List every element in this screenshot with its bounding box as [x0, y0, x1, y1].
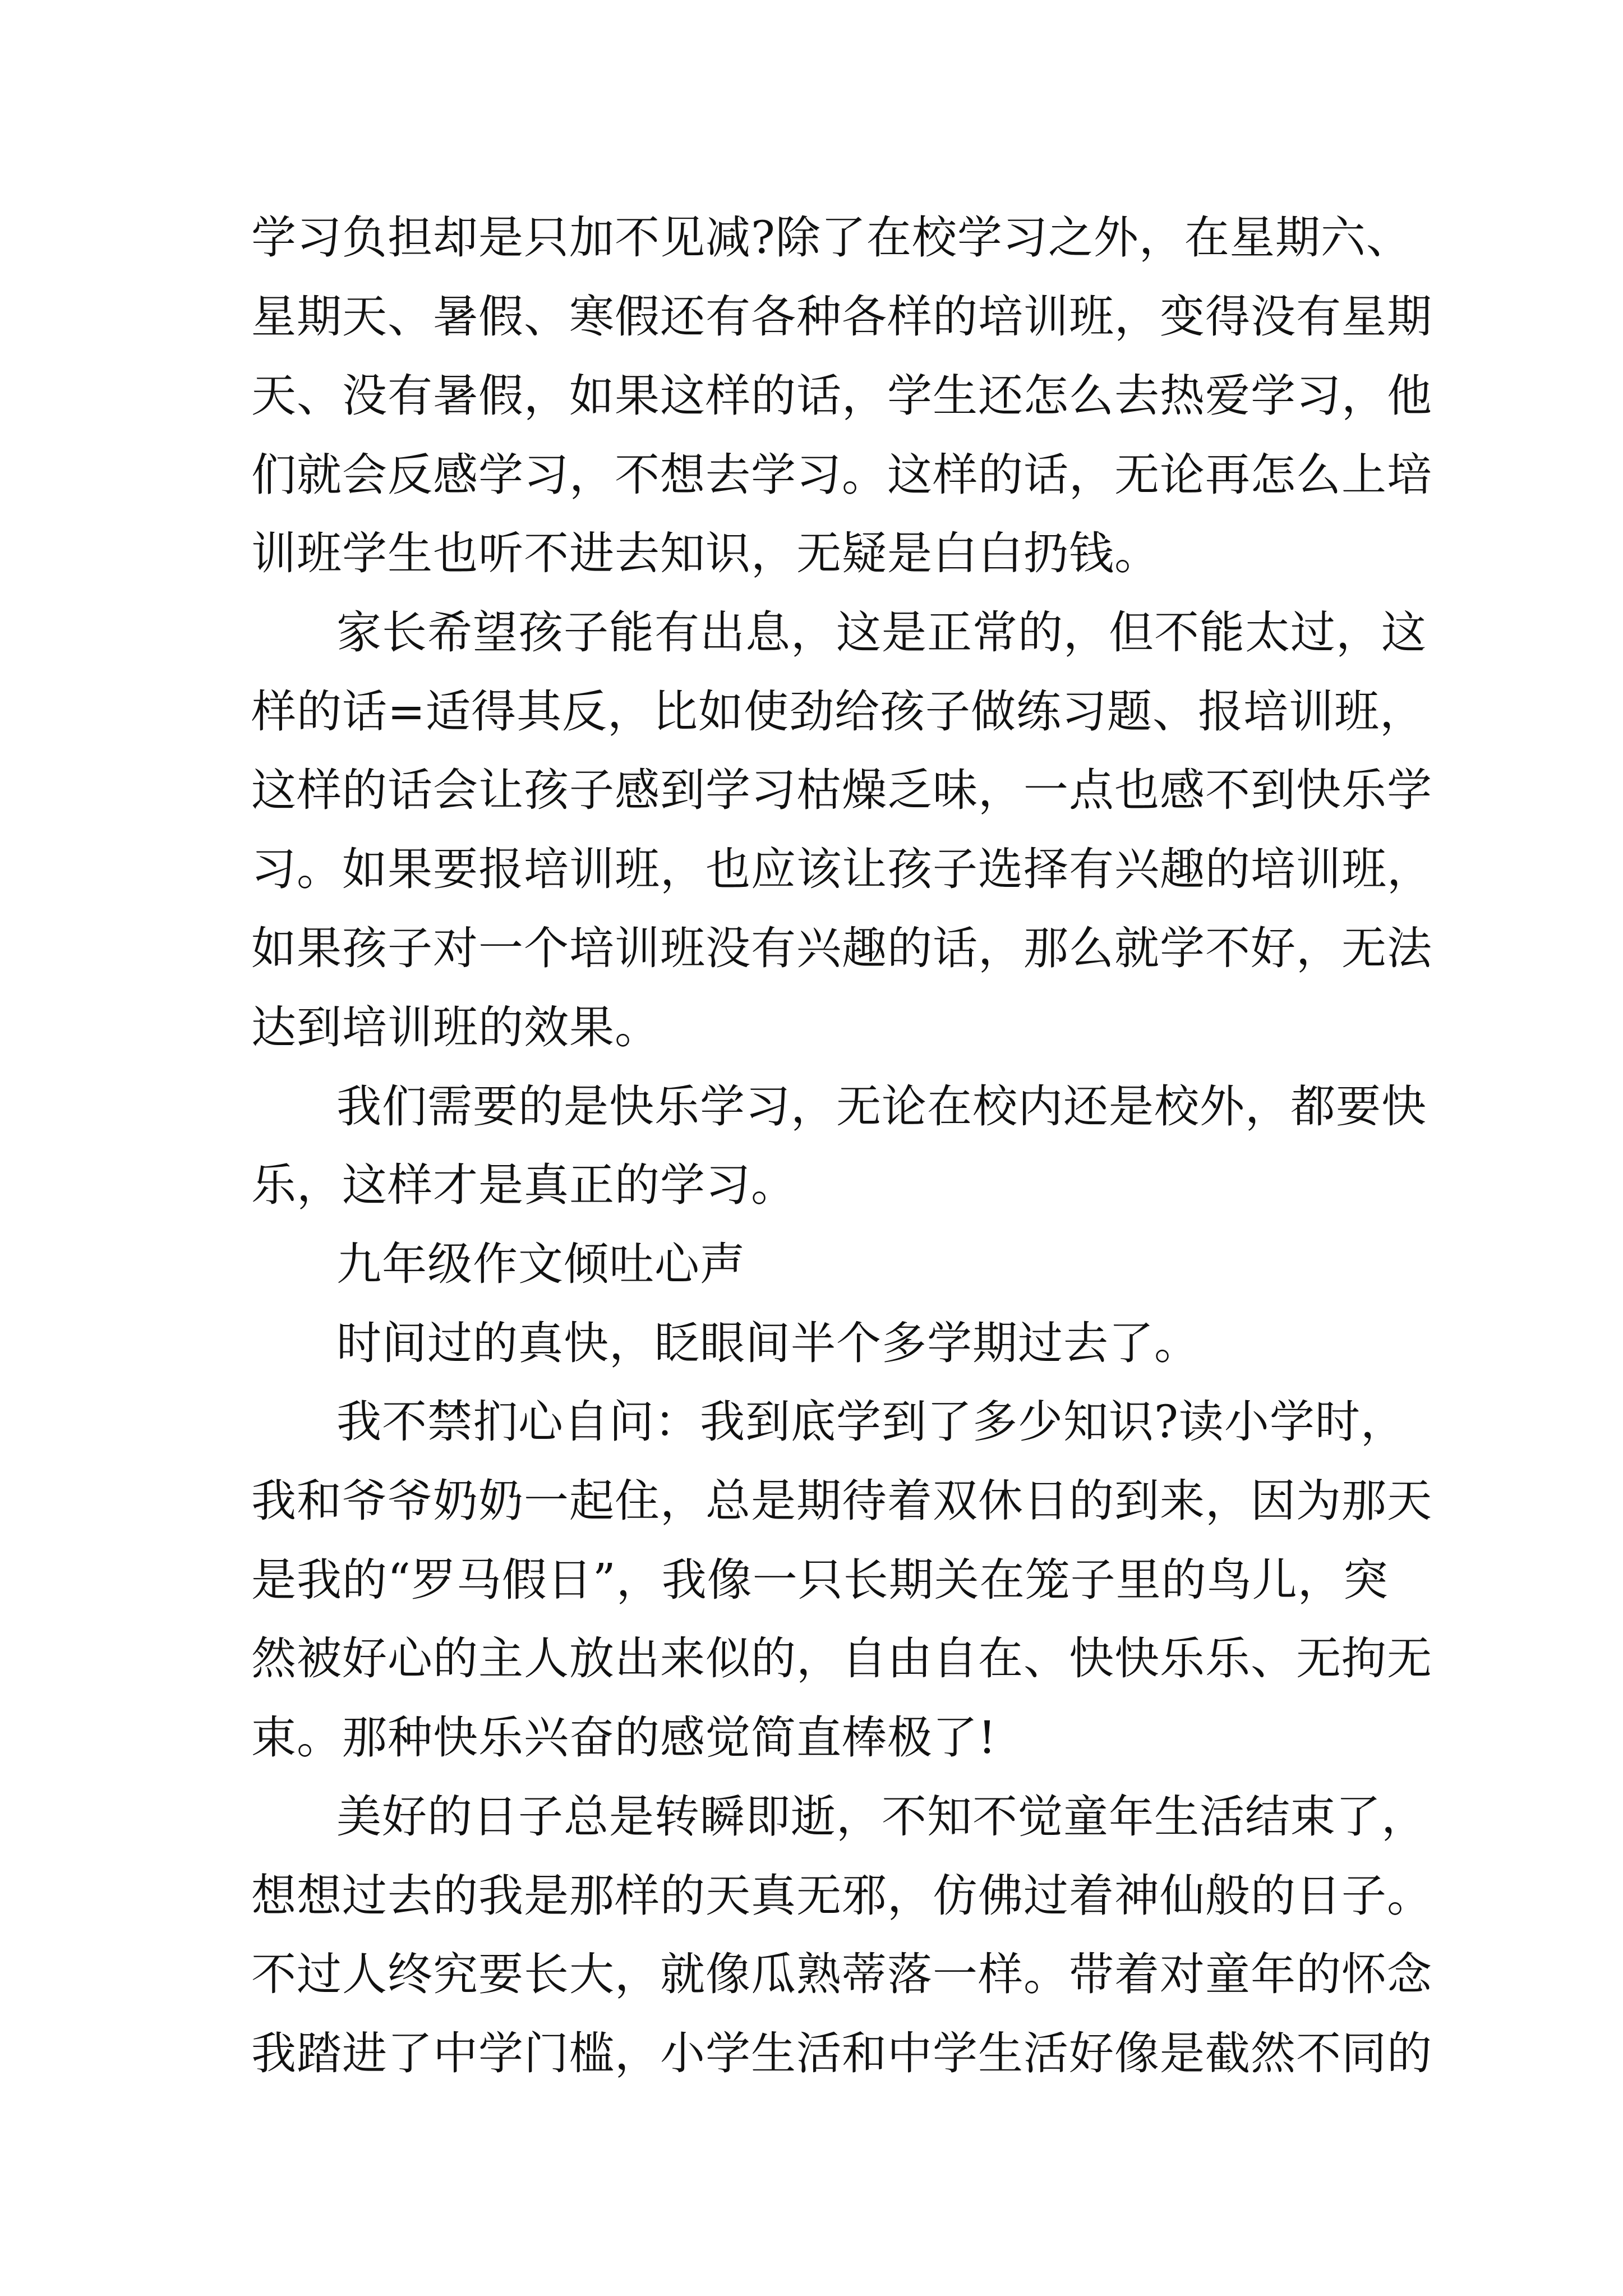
text-line: 我踏进了中学门槛，小学生活和中学生活好像是截然不同的: [251, 2027, 1432, 2079]
text-line: 不过人终究要长大，就像瓜熟蒂落一样。带着对童年的怀念: [251, 1948, 1432, 2000]
text-line: 我和爷爷奶奶一起住，总是期待着双休日的到来，因为那天: [251, 1475, 1432, 1527]
text-line: 学习负担却是只加不见减?除了在校学习之外，在星期六、: [251, 211, 1412, 264]
paragraph-first-line: 美好的日子总是转瞬即逝，不知不觉童年生活结束了，: [336, 1791, 1427, 1843]
text-line: 训班学生也听不进去知识，无疑是白白扔钱。: [251, 527, 1160, 579]
text-line: 乐，这样才是真正的学习。: [251, 1159, 796, 1211]
paragraph-first-line: 我们需要的是快乐学习，无论在校内还是校外，都要快: [336, 1080, 1427, 1133]
text-line: 然被好心的主人放出来似的，自由自在、快快乐乐、无拘无: [251, 1632, 1432, 1685]
text-line: 们就会反感学习，不想去学习。这样的话，无论再怎么上培: [251, 449, 1432, 501]
text-line: 这样的话会让孩子感到学习枯燥乏味，一点也感不到快乐学: [251, 764, 1432, 816]
text-line: 想想过去的我是那样的天真无邪，仿佛过着神仙般的日子。: [251, 1870, 1432, 1922]
text-line: 天、没有暑假，如果这样的话，学生还怎么去热爱学习，他: [251, 370, 1432, 422]
text-line: 星期天、暑假、寒假还有各种各样的培训班，变得没有星期: [251, 291, 1432, 343]
text-line: 如果孩子对一个培训班没有兴趣的话，那么就学不好，无法: [251, 922, 1432, 974]
paragraph-first-line: 家长希望孩子能有出息，这是正常的，但不能太过，这: [336, 606, 1427, 659]
essay-title: 九年级作文倾吐心声: [336, 1238, 745, 1290]
paragraph-first-line: 我不禁扪心自问：我到底学到了多少知识?读小学时，: [336, 1396, 1406, 1448]
text-line: 束。那种快乐兴奋的感觉简直棒极了!: [251, 1711, 997, 1764]
text-line: 是我的“罗马假日”，我像一只长期关在笼子里的鸟儿，突: [251, 1554, 1389, 1606]
paragraph-first-line: 时间过的真快，眨眼间半个多学期过去了。: [336, 1317, 1200, 1369]
text-line: 达到培训班的效果。: [251, 1001, 660, 1053]
text-line: 样的话=适得其反，比如使劲给孩子做练习题、报培训班，: [251, 685, 1426, 738]
text-line: 习。如果要报培训班，也应该让孩子选择有兴趣的培训班，: [251, 843, 1432, 895]
